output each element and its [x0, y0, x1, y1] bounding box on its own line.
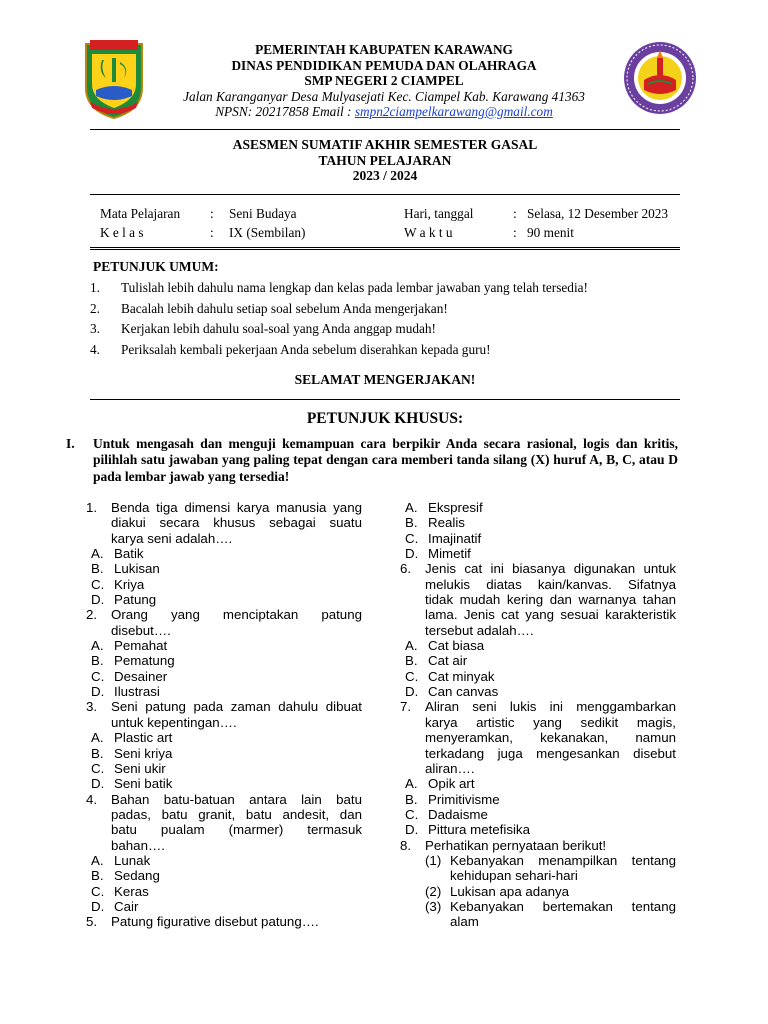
kelas-label: K e l a s [100, 224, 144, 240]
option[interactable]: A. Plastic art [91, 730, 173, 746]
info-labels-right [404, 205, 473, 242]
option[interactable]: B. Seni kriya [91, 745, 173, 761]
option[interactable]: A. Lunak [91, 852, 151, 868]
letterhead-government: PEMERINTAH KABUPATEN KARAWANG [255, 42, 513, 57]
info-divider [90, 247, 680, 252]
option[interactable]: A. Ekspresif [405, 500, 483, 515]
question-3: 3. Seni patung pada zaman dahulu dibuat untuk kepentingan…. [86, 699, 362, 730]
questions-left-column [86, 500, 362, 930]
option[interactable]: D. Can canvas [405, 684, 499, 700]
kelas-value: IX (Sembilan) [229, 224, 306, 240]
option[interactable]: B. Cat air [405, 653, 468, 669]
info-values-right [527, 205, 668, 242]
option[interactable]: D. Cair [91, 898, 139, 914]
title-divider [90, 194, 680, 195]
question-2: 2. Orang yang menciptakan patung disebut…. [86, 607, 362, 638]
exam-title-line3: 2023 / 2024 [352, 168, 418, 183]
statement-item: (1) Kebanyakan menampilkan tentang kehidupan sehari-hari [425, 852, 676, 884]
statement-item: (2) Lukisan apa adanya [425, 883, 570, 899]
option[interactable]: B. Lukisan [91, 561, 160, 577]
option[interactable]: D. Seni batik [91, 776, 173, 792]
exam-title [90, 137, 680, 184]
colon: : [210, 224, 214, 240]
option[interactable]: C. Dadaisme [405, 806, 488, 822]
option[interactable]: C. Cat minyak [405, 668, 495, 684]
letterhead-address: Jalan Karanganyar Desa Mulyasejati Kec. Ciampel Kab. Karawang 41363 [183, 88, 585, 104]
npsn-text: NPSN: 20217858 Email : [215, 104, 355, 119]
question-6: 6. Jenis cat ini biasanya digunakan untuk melukis diatas kain/kanvas. Sifatnya tidak mudah kering dan warnanya tahan lama. Jenis cat yang sesuai karakteristik tersebut adalah…. [400, 561, 676, 638]
option[interactable]: C. Seni ukir [91, 760, 166, 776]
option[interactable]: D. Ilustrasi [91, 684, 160, 700]
option[interactable]: A. Batik [91, 546, 144, 562]
mapel-label: Mata Pelajaran [100, 206, 181, 221]
option[interactable]: C. Desainer [91, 668, 168, 684]
info-values-left [229, 205, 305, 242]
instructions-divider [90, 399, 680, 400]
question-5: 5. Patung figurative disebut patung…. [86, 914, 319, 930]
letterhead-divider [90, 129, 680, 130]
option[interactable]: B. Primitivisme [405, 791, 500, 807]
list-item: 2. Bacalah lebih dahulu setiap soal sebelum Anda mengerjakan! [90, 300, 448, 316]
questions-right-column [400, 500, 676, 930]
question-8: 8. Perhatikan pernyataan berikut! [400, 837, 607, 853]
hari-label: Hari, tanggal [404, 206, 474, 221]
statement-item: (3) Kebanyakan bertemakan tentang alam [425, 898, 676, 930]
option[interactable]: C. Imajinatif [405, 530, 482, 546]
option[interactable]: A. Opik art [405, 776, 475, 792]
option[interactable]: D. Pittura metefisika [405, 822, 530, 838]
section-instructions: Untuk mengasah dan menguji kemampuan cara berpikir Anda secara rasional, logis dan kritis, pilihlah satu jawaban yang paling tepat dengan cara memberi tanda silang (X) huruf A, B, C, atau D pada lembar jawab yang tersedia! [93, 436, 678, 484]
school-emblem-logo [622, 40, 698, 116]
exam-title-line2: TAHUN PELAJARAN [318, 152, 452, 168]
colon: : [513, 224, 517, 240]
option[interactable]: C. Keras [91, 883, 149, 899]
question-7: 7. Aliran seni lukis ini menggambarkan karya artistic yang sedikit magis, menyeramkan, kekanakan, namun terkadang juga mengesankan disebut aliran…. [400, 699, 676, 776]
list-item: 1. Tulislah lebih dahulu nama lengkap dan kelas pada lembar jawaban yang telah tersedia! [90, 280, 588, 295]
list-item: 3. Kerjakan lebih dahulu soal-soal yang Anda anggap mudah! [90, 321, 436, 336]
option[interactable]: A. Cat biasa [405, 638, 485, 654]
info-colons-left [210, 205, 214, 242]
letterhead [160, 42, 608, 120]
question-4: 4. Bahan batu-batuan antara lain batu padas, batu granit, batu andesit, dan batu pualam (marmer) termasuk bahan…. [86, 791, 362, 853]
info-colons-right [513, 205, 517, 242]
specific-instructions-heading: PETUNJUK KHUSUS: [306, 410, 464, 427]
list-item: 4. Periksalah kembali pekerjaan Anda sebelum diserahkan kepada guru! [90, 341, 491, 357]
exam-title-line1: ASESMEN SUMATIF AKHIR SEMESTER GASAL [232, 137, 538, 152]
general-instructions-list [90, 280, 680, 362]
colon: : [513, 206, 517, 221]
option[interactable]: D. Patung [91, 592, 157, 608]
colon: : [210, 206, 214, 221]
waktu-value: 90 menit [527, 224, 574, 240]
hari-value: Selasa, 12 Desember 2023 [527, 206, 669, 221]
general-instructions-heading: PETUNJUK UMUM: [93, 259, 219, 274]
email-link[interactable]: smpn2ciampelkarawang@gmail.com [354, 104, 553, 119]
mapel-value: Seni Budaya [229, 206, 297, 221]
info-labels-left [100, 205, 180, 242]
karawang-regency-logo [82, 38, 146, 120]
section-number: I. [66, 436, 75, 451]
letterhead-school-name: SMP NEGERI 2 CIAMPEL [304, 73, 464, 88]
question-1: 1. Benda tiga dimensi karya manusia yang diakui secara khusus sebagai suatu karya seni adalah…. [86, 500, 362, 546]
option[interactable]: B. Pematung [91, 653, 175, 669]
letterhead-department: DINAS PENDIDIKAN PEMUDA DAN OLAHRAGA [231, 57, 537, 73]
good-luck-text: SELAMAT MENGERJAKAN! [294, 372, 476, 387]
option[interactable]: C. Kriya [91, 576, 145, 592]
option[interactable]: D. Mimetif [405, 546, 471, 562]
waktu-label: W a k t u [404, 224, 453, 240]
option[interactable]: A. Pemahat [91, 638, 168, 654]
letterhead-contact [160, 104, 608, 120]
option[interactable]: B. Realis [405, 515, 465, 531]
option[interactable]: B. Sedang [91, 868, 160, 884]
